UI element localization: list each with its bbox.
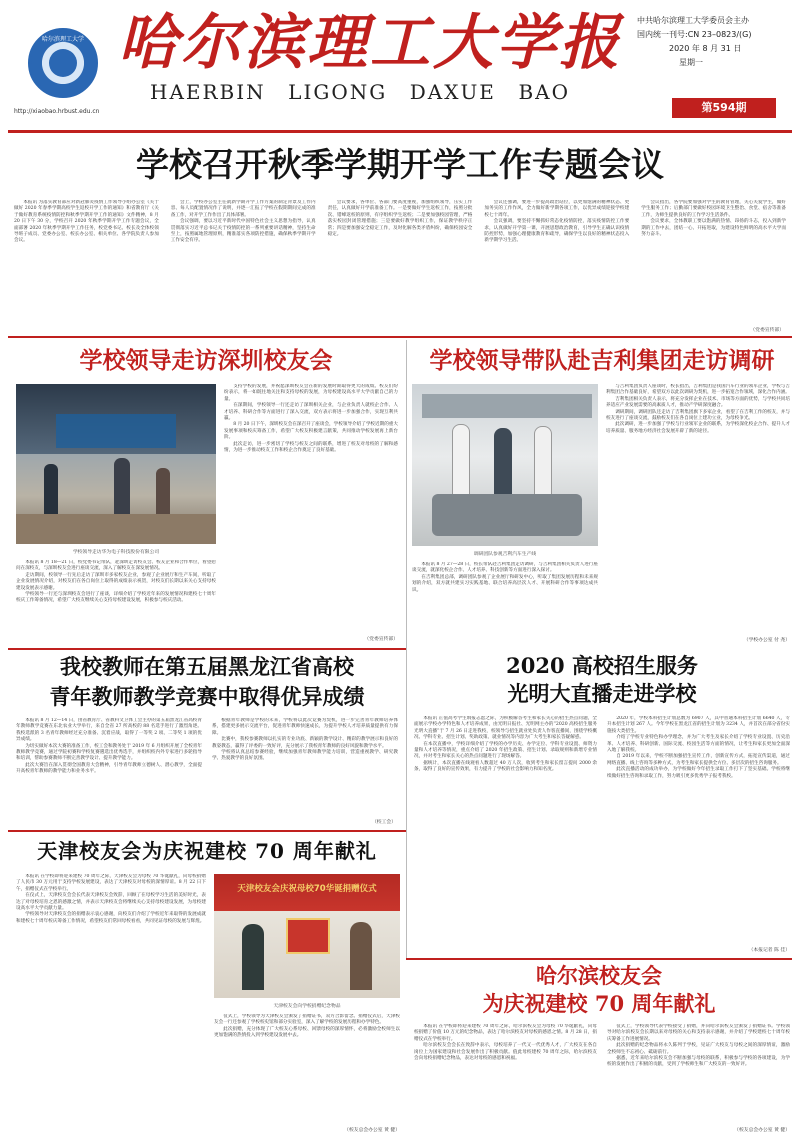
column-divider — [406, 340, 407, 958]
sponsor: 中共哈尔滨理工大学委员会主办 — [637, 16, 749, 25]
paragraph: 在本次直播中，学校详细介绍了学校的办学历史、办学定位、学科专业设置、师资力量和人才培养等情况，重点介绍了 2020 年招生政策、招生计划、录取规则和新增专业情况，并对考生和家长关心的热点问题进行了现场解答。 — [414, 741, 597, 760]
paragraph: 会议要求，全体教职工要以饱满的热情、昂扬的斗志，投入到新学期的工作中去，团结一心、开拓进取，为建设特色鲜明的高水平大学而努力奋斗。 — [641, 219, 786, 238]
paragraph: 根据青年教师是学校的未来，学校将以此次竞赛为契机，进一步完善青年教师培养体系，搭建更多展示交流平台，促进青年教师快速成长，为提升学校人才培养质量提供有力保障。 — [212, 718, 398, 736]
pinyin-word: HAERBIN — [150, 80, 266, 104]
paragraph: 在仪式上，天津校友会会长代表天津校友会致辞，回顾了在母校学习生活的美好时光，表达了对母校培育之恩的感激之情，并表示天津校友会将继续关心支持母校建设发展，为母校建设高水平大学贡献力量。 — [16, 893, 206, 912]
article4-body — [16, 718, 398, 818]
paragraph: 据统计，本次直播在线观看人数超过 40 万人次，收到考生和家长留言提问 2000 余条，取得了良好的宣传效果，有力提升了学校的社会影响力和知名度。 — [414, 760, 597, 773]
article6-signature: （本报记者 陈 佳） — [748, 948, 790, 953]
section-rule — [8, 336, 792, 338]
school-logo — [28, 28, 98, 98]
issn: 国内统一刊号:CN 23–0823/(G) — [637, 30, 752, 39]
paragraph: 此次直播活动的成功举办，为学校做好今年招生录取工作打下了坚实基础。学校将继续做好招生咨询和录取工作，努力吸引更多优秀学子报考我校。 — [607, 767, 790, 779]
paragraph: 本报讯 在学校即将迎来建校 70 周年之际，哈尔滨校友会为母校 70 华诞献礼，向母校捐赠了价值 10 万元的纪念物品，表达了哈尔滨校友对母校的感恩之情。8 月 28 日，捐赠仪式在学校举行。 — [414, 1024, 597, 1042]
article2-photo — [16, 384, 216, 544]
pinyin-word: DAXUE — [409, 80, 496, 104]
paragraph: 本报讯 8 月 18—21 日，校党委书记带队，赴深圳走访校友会、校友企业和合作单位，看望慰问在深校友，与深圳校友会进行座谈交流，深入了解校友在深发展情况。 — [16, 560, 216, 572]
pinyin-word: BAO — [518, 80, 570, 104]
article2-signature: （党委宣传部） — [364, 637, 398, 642]
headline-line: 2020 高校招生服务 — [506, 653, 698, 678]
article3-photo-caption: 调研团队参观吉利汽车生产线 — [473, 552, 537, 557]
article6-body — [414, 716, 790, 948]
article4-headline — [8, 652, 406, 712]
article7-body — [414, 1024, 790, 1124]
paragraph: 此次大赛旨在深入贯彻全国教育大会精神，引导青年教师立德树人、潜心教学，全面提升高校青年教师的教学能力和业务水平。 — [16, 762, 202, 775]
paragraph: 会议还强调，要进一步提高政治站位，以更加饱满的精神状态、更加务实的工作作风，全力做好新学期各项工作，以优异成绩迎接学校建校七十周年。 — [484, 200, 630, 218]
newspaper-title: 哈尔滨理工大学报 — [118, 8, 622, 78]
paragraph: 仪式上，学校领导为天津校友会颁发了捐赠证书，双方合影留念。捐赠仪式后，天津校友会一行还参观了学校校史馆和部分实验室，深入了解学校的发展历程和办学特色。 — [214, 1014, 400, 1026]
article2-body-right — [224, 384, 398, 636]
paragraph: 此次调研，进一步加强了学校与行业领军企业的联系，为学校深化校企合作、提升人才培养质量、服务地方经济社会发展开辟了新的途径。 — [606, 422, 790, 434]
section-rule — [406, 958, 792, 960]
paragraph: 会议指出，各学院要加强对学生的教育管理，关心关爱学生，做好学生服务工作；后勤部门要做好校园环境卫生整治、食堂、宿舍等准备工作，为师生提供良好的工作学习生活条件。 — [641, 200, 786, 218]
paragraph: 哈尔滨校友会会长在致辞中表示，母校培养了一代又一代优秀人才，广大校友在各自岗位上为国家建设和社会发展作出了积极贡献。值此母校建校 70 周年之际，哈尔滨校友会向母校捐赠纪念物品，表达对母校的感恩和祝福。 — [414, 1043, 597, 1062]
paragraph: 为切实做好本次大赛的准备工作，校工会和教务处于 2019 年 6 月组织开展了全校青年教师教学竞赛，通过学院初赛和学校复赛遴选出优秀选手，并组织校内外专家进行多轮指导和培训，帮助参赛教师不断完善教学设计、提升教学能力。 — [16, 743, 202, 762]
title-pinyin — [150, 80, 570, 106]
paragraph: 自 2019 年以来，学校不断加强招生宣传工作，创新宣传方式，拓宽宣传渠道，通过网络直播、线上咨询等多种方式，为考生和家长提供全方位、多层次的招生咨询服务。 — [607, 754, 790, 766]
article5-body-left — [16, 874, 206, 1136]
paragraph: 仪式上，学校领导代表学校接受了捐赠，并向哈尔滨校友会颁发了捐赠证书。学校领导对哈尔滨校友会长期以来对母校的关心和支持表示感谢，并介绍了学校建校七十周年校庆筹备工作进展情况。 — [607, 1024, 790, 1042]
article1-signature: （党委宣传部） — [750, 328, 784, 333]
article1-headline: 学校召开秋季学期开学工作专题会议 — [136, 145, 664, 184]
article5-photo-caption: 天津校友会向学校捐赠纪念物品 — [273, 1004, 341, 1009]
paragraph: 此次走访，进一步密切了学校与校友之间的联系，增进了校友对母校的了解和感情，为进一步推动校友工作和校企合作奠定了良好基础。 — [224, 441, 398, 454]
article6-headline — [412, 652, 792, 708]
paragraph: 会上，学校办公室主任就新学期开学工作方案的制定背景及工作内容、每人员配置情况作了说明，并逐一汇报了学校在假期期间完成的准备工作，对开学工作作出了具体部署。 — [170, 200, 316, 218]
article7-signature: （校友总会办公室 黄 健） — [734, 1128, 790, 1133]
publication-info — [637, 14, 797, 70]
paragraph: 本报讯 8 月 27—28 日，校长带队赴吉利集团走访调研，与吉利集团相关负责人进行座谈交流，就深化校企合作、人才培养、科技创新等方面进行深入探讨。 — [412, 562, 598, 574]
masthead-rule — [8, 130, 792, 133]
paragraph: 走访期间，校领导一行先后走访了深圳市多家校友企业，参观了企业展厅和生产车间，听取了企业发展情况介绍，对校友们在各自岗位上取得的成绩表示祝贺，对校友们长期以来关心支持母校建设发展表示感谢。 — [16, 572, 216, 591]
paragraph: 2020 年，学校本科招生计划总数为 6907 人，其中普通本科招生计划 6640 人，专升本招生计划 267 人。今年学校在黑龙江省的招生计划为 3234 人，并首次在部分省份实施按大类招生。 — [607, 716, 790, 734]
masthead — [0, 0, 800, 136]
paragraph: 本报讯 正值高考学生填报志愿之际，为积极解答考生和家长关心的招生热点问题，全面展示学校办学特色和人才培养成果，由光明日报社、光明网主办的“2020 高校招生服务光明大直播”于 7 月 26 日走进我校，校领导与招生就业处负责人作客直播间，围绕学校概况、学科专业、招生计划、奖助政策、就业情况等内容为广大考生和家长答疑解惑。 — [414, 716, 597, 741]
paragraph: 在吉利集团总部，调研团队参观了企业展厅和研发中心，听取了集团发展历程和未来规划的介绍，双方就共建实习实践基地、联合培养高层次人才、开展科研合作等事项达成共识。 — [412, 574, 598, 593]
paragraph: 据悉，近年来哈尔滨校友会不断加强与母校的联系，积极参与学校的各项建设，为学校的发展作出了积极的贡献，受到了学校师生和广大校友的一致好评。 — [607, 1056, 790, 1068]
article5-photo — [214, 874, 400, 998]
website-url[interactable]: http://xiaobao.hrbust.edu.cn — [14, 108, 100, 115]
paragraph: 会议强调，要坚持不懈抓好常态化疫情防控，落实疫情防控工作要求，认真做好开学第一课，开展思想政治教育，引导学生正确认识疫情防控形势，加强心理健康教育和疏导，确保学生以良好的精神状态投入新学期学习生活。 — [484, 219, 630, 244]
paragraph: 调研期间，调研团队还走访了吉利集团旗下多家企业，看望了在吉利工作的校友，并与校友进行了座谈交流，鼓励校友们在各自岗位上建功立业，为母校争光。 — [606, 409, 790, 422]
article3-body-left — [412, 562, 598, 638]
article3-photo — [412, 384, 598, 546]
paragraph: 学校将认真总结参赛经验，继续加强青年教师教学能力培训，营造重视教学、研究教学、热爱教学的良好氛围。 — [212, 750, 398, 762]
headline-line: 哈尔滨校友会 — [536, 963, 662, 988]
article3-headline: 学校领导带队赴吉利集团走访调研 — [429, 347, 775, 374]
paragraph: 学校领导对天津校友会的捐赠表示衷心感谢，向校友们介绍了学校近年来取得的发展成就和建校七十周年校庆筹备工作情况，希望校友们常回母校看看，共同见证母校的发展与辉煌。 — [16, 912, 206, 924]
headline-line: 光明大直播走进学校 — [507, 681, 697, 706]
paragraph: 本报讯 8 月 12—14 日，由省教育厅、省教科文卫体工会主办的第五届黑龙江省高校青年教师教学竞赛在东北农业大学举行，来自全省 27 所高校的 88 名选手进行了激烈角逐。我校选派的 3 名青年教师经过充分准备、沉着应战，取得了一等奖 2 项、二等奖 1 项的优异成绩。 — [16, 718, 202, 743]
article3-signature: （学校办公室 付 尧） — [743, 638, 790, 643]
section-rule — [8, 648, 406, 650]
headline-line: 为庆祝建校 70 周年献礼 — [482, 991, 716, 1016]
section-rule — [8, 830, 406, 832]
pinyin-word: LIGONG — [288, 80, 388, 104]
article4-signature: （校工会） — [372, 820, 396, 825]
article7-headline — [406, 962, 792, 1018]
paragraph: 支持学校的发展，并祝愿深圳校友会在新的发展时期取得更大的成绩。校友们纷纷表示，将一如既往地关注和支持母校的发展，为母校建设高水平大学贡献自己的力量。 — [224, 384, 398, 402]
paragraph: 会议要求，各单位、各部门要高度重视，加强组织领导，压实工作责任，认真做好开学前准备工作。一是要做好学生返校工作，按照分批次、错峰返校的原则，有序组织学生返校；二是要加强校园管理，严格落实校园封闭管理措施；三是要做好教学组织工作，保证教学秩序正常；四是要加强安全稳定工作，及时化解各类矛盾纠纷，确保校园安全稳定。 — [327, 200, 473, 238]
paragraph: 8 月 20 日下午，深圳校友会在深召开了座谈会，学校领导介绍了学校近期的重大发展事项和校庆筹备工作，希望广大校友积极建言献策，共同推动学校发展再上新台阶。 — [224, 422, 398, 441]
paragraph: 比赛中，我校参赛教师以扎实的专业功底、新颖的教学设计、精彩的教学展示和良好的教姿教态，赢得了评委的一致好评，充分展示了我校青年教师的良好风貌和教学水平。 — [212, 737, 398, 749]
article2-headline: 学校领导走访深圳校友会 — [79, 347, 333, 374]
publish-date: 2020 年 8 月 31 日 — [669, 44, 742, 53]
article2-photo-caption: 学校领导走访华为电子科技股份有限公司 — [72, 550, 160, 555]
article3-body-right — [606, 384, 790, 636]
paragraph: 会议强调，要以习近平新时代中国特色社会主义思想为指导，认真贯彻落实习近平总书记关于疫情防控的一系列重要讲话精神，坚持生命至上，按照属地管理原则，精准落实各项防控措施，确保秋季学期开学工作安全有序。 — [170, 219, 316, 244]
logo-ring-text: 哈尔滨理工大学 — [41, 36, 84, 43]
paragraph: 吉利集团相关负责人表示，将充分发挥企业在技术、市场等方面的优势，与学校共同培养适应产业发展需要的高素质人才，推动产学研深度融合。 — [606, 396, 790, 409]
paragraph: 在深期间，学校领导一行还走访了深圳相关企业，与企业负责人就校企合作、人才培养、科研合作等方面进行了深入交流，双方表示将进一步加强合作，实现互利共赢。 — [224, 403, 398, 422]
article5-body-right — [214, 1014, 400, 1122]
paragraph: 此次捐赠的纪念物品将永久陈列于学校，见证广大校友与母校之间的深厚情谊，激励全校师生不忘初心、砥砺前行。 — [607, 1043, 790, 1055]
paragraph: 介绍了学校专业特色和办学理念，并为广大考生及家长介绍了学校专业设置、历史沿革、人才培养、科研创新、国际交流、校园生活等方面的情况，让考生和家长更加全面深入地了解我校。 — [607, 735, 790, 754]
weekday: 星期一 — [679, 58, 703, 67]
article1-body — [14, 200, 786, 326]
paragraph: 学校领导一行还与深圳校友会进行了座谈，详细介绍了学校近年来的发展情况和建校七十周年校庆工作筹备情况，希望广大校友继续关心支持母校建设发展，积极参与校庆活动。 — [16, 592, 216, 604]
banner-text: 天津校友会庆祝母校70华诞捐赠仪式 — [237, 884, 377, 894]
paragraph: 本报讯 为落实教育部应对新冠肺炎疫情工作领导小组办公室《关于做好 2020 年春季学期高校学生返校开学工作的通知》和省教育厅《关于做好教育系统疫情防控和秋季学期开学工作的通知》文件精神，8 月 20 日下午 30 分，学校召开 2020 年秋季学期开学工作专题会议，全面部署 2020 年秋季学期开学工作任务，校党委书记、校长及全体校领导班子成员、党委办公室、校长办公室、相关单位、各学院负责人参加会议。 — [14, 200, 159, 244]
paragraph: 本报讯 在学校即将迎来建校 70 周年之际，天津校友会为母校 70 华诞献礼，向母校捐赠了人民币 30 万元用于支持学校发展建设，表达了天津校友对母校的深情厚谊。8 月 22 日下午，捐赠仪式在学校举行。 — [16, 874, 206, 892]
issue-badge: 第594期 — [672, 98, 776, 118]
article5-headline: 天津校友会为庆祝建校 70 周年献礼 — [37, 839, 377, 863]
headline-line: 青年教师教学竞赛中取得优异成绩 — [49, 684, 365, 709]
paragraph: 此次捐赠，充分体现了广大校友心系母校、回馈母校的深厚情怀，必将激励全校师生以更加饱满的热情投入到学校建设发展中去。 — [214, 1026, 400, 1039]
headline-line: 我校教师在第五届黑龙江省高校 — [60, 654, 354, 679]
paragraph: 与吉利集团负责人座谈时，校长指出，吉利集团是我国汽车行业的领军企业，学校与吉利集团合作基础良好，希望双方以此次调研为契机，进一步拓宽合作领域，深化合作内涵。 — [606, 384, 790, 396]
article5-signature: （校友总会办公室 黄 健） — [344, 1128, 400, 1133]
article2-body-left — [16, 560, 216, 642]
